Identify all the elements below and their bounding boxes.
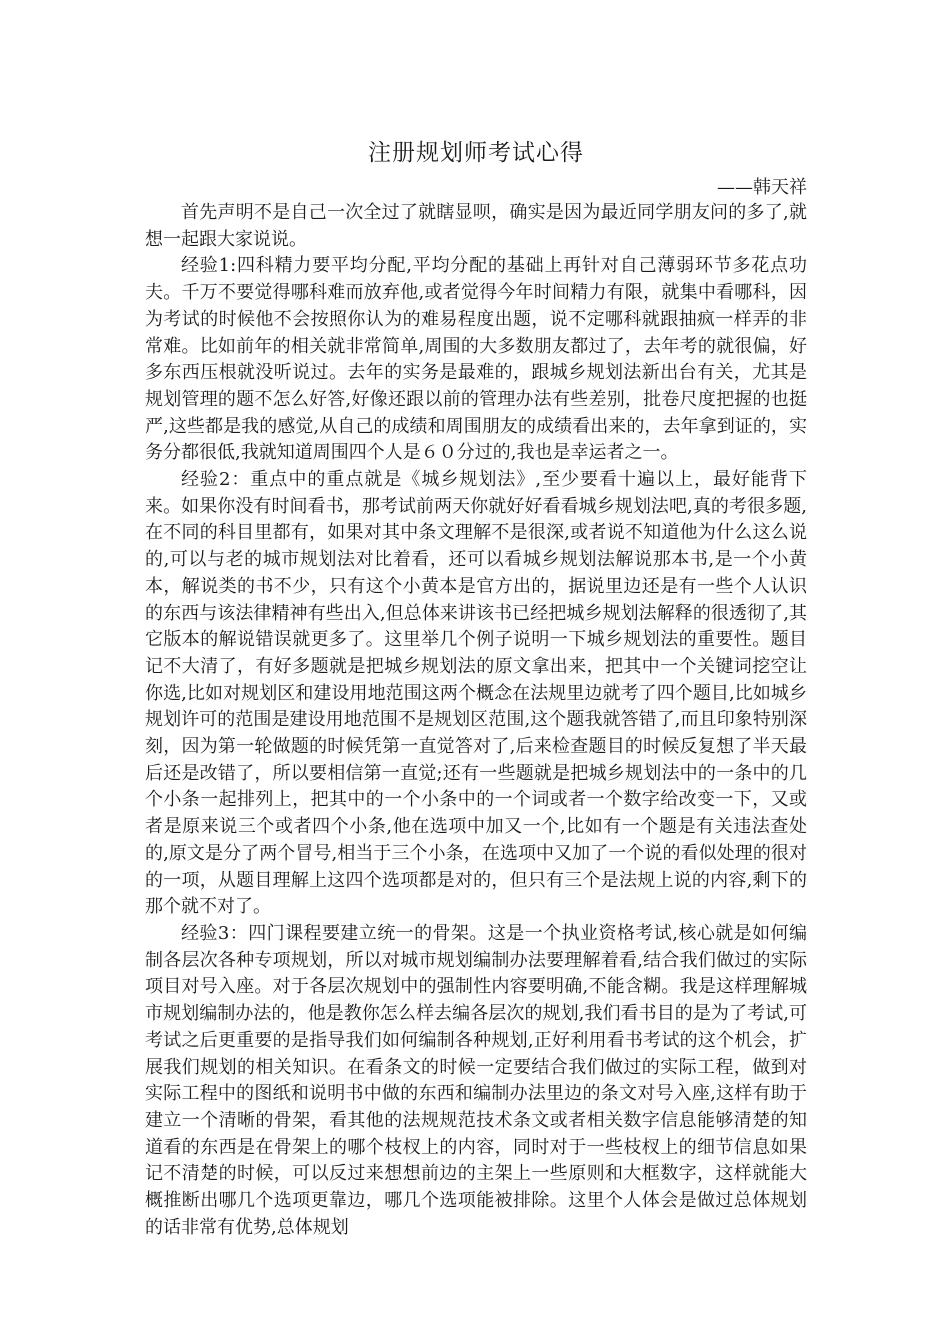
experience-2-paragraph: 经验2：重点中的重点就是《城乡规划法》,至少要看十遍以上，最好能背下来。如果你没有时间看书，那考试前两天你就好好看看城乡规划法吧,真的考很多题,在不同的科目里都有，如果对其中条文理解不是很深,或者说不知道他为什么这么说的,可以与老的城市规划法对比着看，还可以看城乡规划法解说那本书,是一个小黄本，解说类的书不少，只有这个小黄本是官方出的，据说里边还是有一些个人认识的东西与该法律精神有些出入,但总体来讲该书已经把城乡规划法解释的很透彻了,其它版本的解说错误就更多了。这里举几个例子说明一下城乡规划法的重要性。题目记不大清了，有好多题就是把城乡规划法的原文拿出来，把其中一个关键词挖空让你选,比如对规划区和建设用地范围这两个概念在法规里边就考了四个题目,比如城乡规划许可的范围是建设用地范围不是规划区范围,这个题我就答错了,而且印象特别深刻，因为第一轮做题的时候凭第一直觉答对了,后来检查题目的时候反复想了半天最后还是改错了，所以要相信第一直觉;还有一些题就是把城乡规划法中的一条中的几个小条一起排列上，把其中的一个小条中的一个词或者一个数字给改变一下，又或者是原来说三个或者四个小条,他在选项中加又一个,比如有一个题是有关违法查处的,原文是分了两个冒号,相当于三个小条，在选项中又加了一个说的看似处理的很对的一项，从题目理解上这四个选项都是对的，但只有三个是法规上说的内容,剩下的那个就不对了。 <box>145 469 807 918</box>
document-page <box>145 138 807 1241</box>
experience-3-paragraph: 经验3：四门课程要建立统一的骨架。这是一个执业资格考试,核心就是如何编制各层次各种专项规划，所以对城市规划编制办法要理解着看,结合我们做过的实际项目对号入座。对于各层次规划中的强制性内容要明确,不能含糊。我是这样理解城市规划编制办法的，他是教你怎么样去编各层次的规划,我们看书目的是为了考试,可考试之后更重要的是指导我们如何编制各种规划,正好利用看书考试的这个机会，扩展我们规划的相关知识。在看条文的时候一定要结合我们做过的实际工程，做到对实际工程中的图纸和说明书中做的东西和编制办法里边的条文对号入座,这样有助于建立一个清晰的骨架，看其他的法规规范技术条文或者相关数字信息能够清楚的知道看的东西是在骨架上的哪个枝杈上的内容，同时对于一些枝杈上的细节信息如果记不清楚的时候，可以反过来想想前边的主架上一些原则和大框数字，这样就能大概推断出哪几个选项更靠边，哪几个选项能被排除。这里个人体会是做过总体规划的话非常有优势,总体规划 <box>145 922 807 1238</box>
document-title: 注册规划师考试心得 <box>368 140 584 166</box>
experience-1-paragraph: 经验1:四科精力要平均分配,平均分配的基础上再针对自己薄弱环节多花点功夫。千万不要觉得哪科难而放弃他,或者觉得今年时间精力有限，就集中看哪科，因为考试的时候他不会按照你认为的难易程度出题，说不定哪科就跟抽疯一样弄的非常难。比如前年的相关就非常简单,周围的大多数朋友都过了，去年考的就很偏，好多东西压根就没听说过。去年的实务是最难的，跟城乡规划法新出台有关，尤其是规划管理的题不怎么好答,好像还跟以前的管理办法有些差别，批卷尺度把握的也挺严,这些都是我的感觉,从自己的成绩和周围朋友的成绩看出来的，去年拿到证的，实务分都很低,我就知道周围四个人是６０分过的,我也是幸运者之一。 <box>145 255 807 464</box>
intro-paragraph: 首先声明不是自己一次全过了就瞎显呗，确实是因为最近同学朋友问的多了,就想一起跟大家说说。 <box>145 202 807 250</box>
document-author: ——韩天祥 <box>717 177 807 198</box>
